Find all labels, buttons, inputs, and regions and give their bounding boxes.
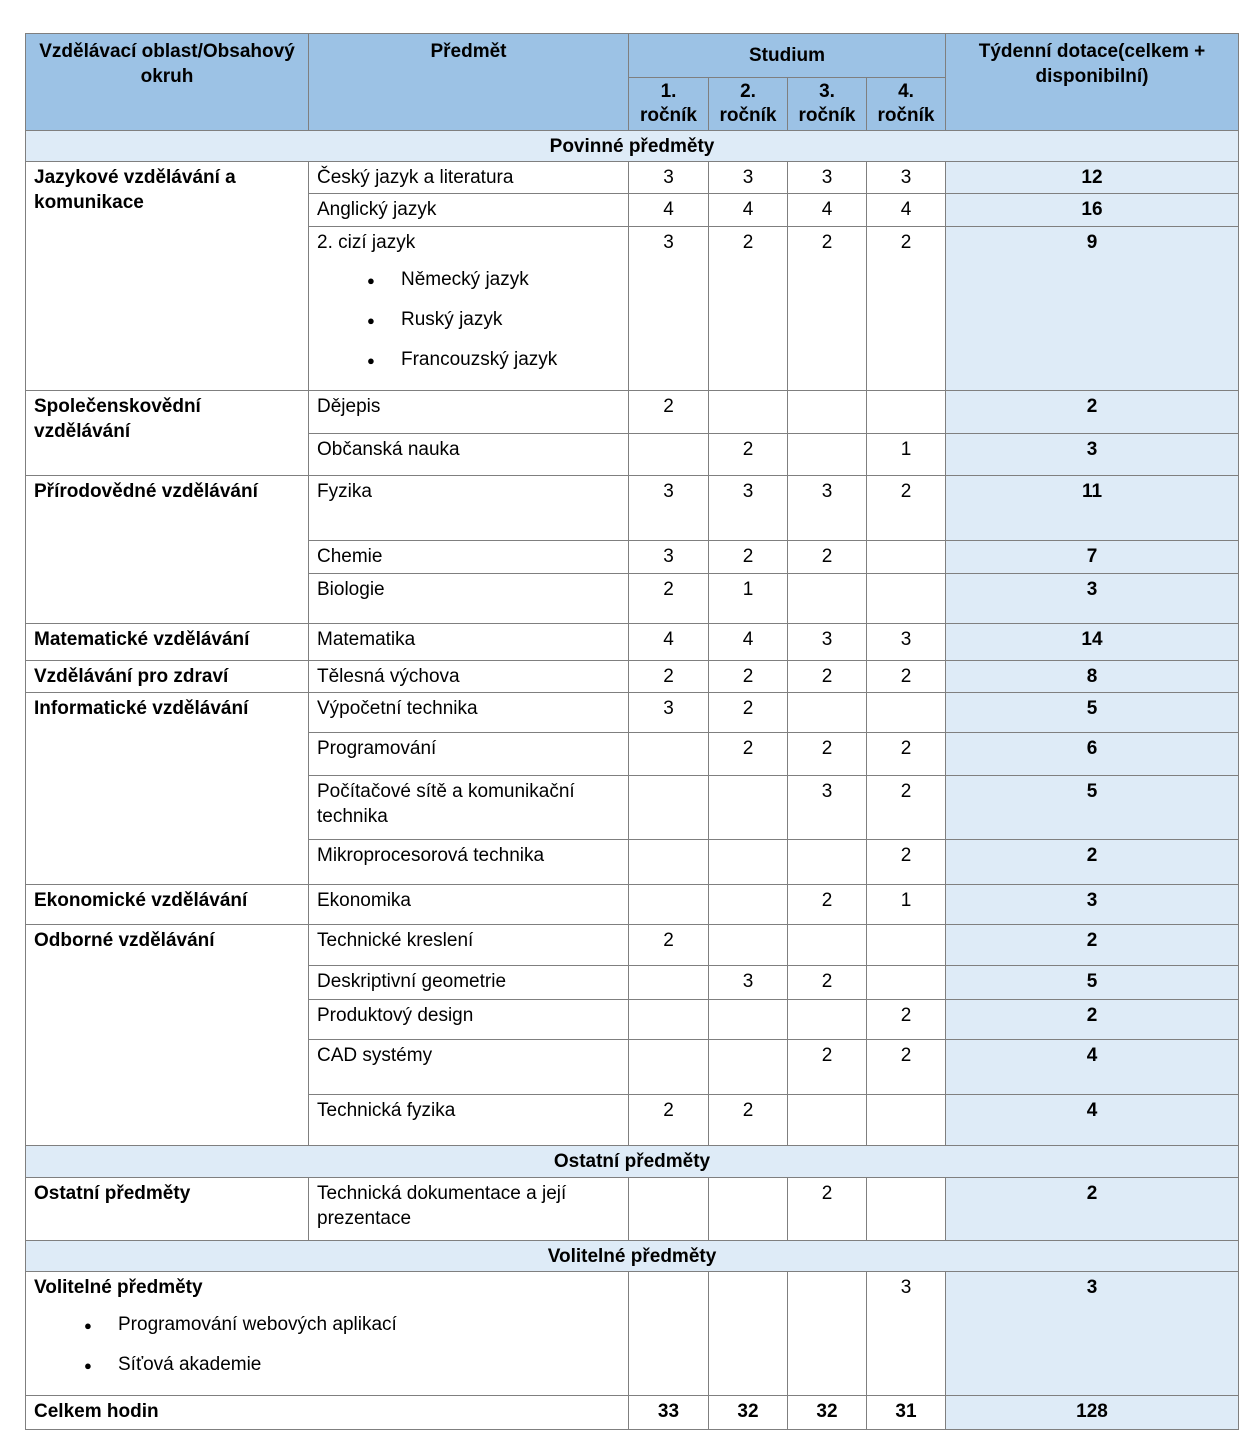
subject-cell: Občanská nauka [309,434,629,476]
year-cell [867,925,946,966]
year-cell: 2 [788,1040,867,1095]
year-cell: 2 [629,661,709,693]
total-cell: 16 [946,194,1239,227]
year-cell: 2 [709,434,788,476]
total-cell: 4 [946,1040,1239,1095]
column-header-year-3 [788,78,867,131]
year-cell: 2 [788,733,867,776]
subject-cell: Mikroprocesorová technika [309,840,629,885]
area-cell: Matematické vzdělávání [26,624,309,661]
subject-cell: Český jazyk a literatura [309,162,629,194]
table-row [26,476,1239,541]
year-cell [788,840,867,885]
year-cell: 4 [709,194,788,227]
year-number: 2. [740,81,756,102]
year-cell: 2 [867,776,946,840]
year-cell [629,840,709,885]
table-row [26,925,1239,966]
total-cell: 3 [946,434,1239,476]
year-cell: 3 [629,476,709,541]
year-cell: 4 [629,624,709,661]
area-cell: Informatické vzdělávání [26,693,309,885]
section-row-povinne [26,131,1239,162]
year-cell: 2 [867,1000,946,1040]
total-cell: 2 [946,925,1239,966]
year-cell: 3 [867,1272,946,1396]
year-label: ročník [798,105,856,126]
subject-cell: Počítačové sítě a komunikační technika [309,776,629,840]
subject-cell: Tělesná výchova [309,661,629,693]
list-item: ● Programování webových aplikací [34,1312,620,1337]
year-cell [709,840,788,885]
year-number: 4. [898,81,914,102]
total-cell: 14 [946,624,1239,661]
year-cell [629,966,709,1000]
year-cell [788,925,867,966]
year-cell [867,1095,946,1146]
year-cell: 2 [867,227,946,391]
subject-cell: Technická dokumentace a její prezentace [309,1178,629,1241]
year-cell: 2 [867,476,946,541]
list-item: ● Francouzský jazyk [317,347,620,372]
subject-cell: Matematika [309,624,629,661]
year-cell [629,776,709,840]
total-cell: 5 [946,776,1239,840]
total-cell: 3 [946,885,1239,925]
year-cell: 3 [788,776,867,840]
year-cell [788,1272,867,1396]
year-cell: 2 [788,1178,867,1241]
table-row [26,693,1239,733]
header-row-1 [26,34,1239,78]
year-cell: 4 [788,194,867,227]
year-total-cell: 31 [867,1396,946,1430]
column-header-year-2 [709,78,788,131]
column-header-subject: Předmět [309,34,629,131]
year-cell [709,1040,788,1095]
section-row-ostatni [26,1146,1239,1178]
year-cell: 2 [867,1040,946,1095]
subject-sublist [34,1312,620,1377]
year-total-cell: 33 [629,1396,709,1430]
area-cell: Ekonomické vzdělávání [26,885,309,925]
year-cell: 2 [709,227,788,391]
year-cell: 3 [788,476,867,541]
year-label: ročník [877,105,935,126]
year-cell: 2 [788,885,867,925]
list-item: ● Síťová akademie [34,1352,620,1377]
year-cell [629,885,709,925]
table-row [26,885,1239,925]
subject-cell [309,227,629,391]
total-cell: 12 [946,162,1239,194]
year-cell: 4 [709,624,788,661]
year-cell: 4 [867,194,946,227]
table-row [26,391,1239,434]
year-cell: 3 [629,162,709,194]
year-cell: 2 [788,966,867,1000]
year-label: ročník [719,105,777,126]
subject-cell: Produktový design [309,1000,629,1040]
year-total-cell: 32 [709,1396,788,1430]
section-row-volitelne [26,1241,1239,1272]
year-cell: 3 [629,541,709,574]
year-cell [867,541,946,574]
column-header-year-4 [867,78,946,131]
year-cell: 3 [629,693,709,733]
subject-cell: Ekonomika [309,885,629,925]
column-header-year-1 [629,78,709,131]
table-row [26,624,1239,661]
list-item: ● Ruský jazyk [317,307,620,332]
year-cell [788,1000,867,1040]
year-cell [867,574,946,624]
grand-total-row [26,1396,1239,1430]
total-cell: 2 [946,840,1239,885]
section-title: Volitelné předměty [26,1241,1239,1272]
area-cell: Ostatní předměty [26,1178,309,1241]
area-label: Volitelné předměty [34,1277,203,1298]
year-cell [788,391,867,434]
year-cell: 3 [867,624,946,661]
year-cell: 3 [867,162,946,194]
subject-cell: CAD systémy [309,1040,629,1095]
year-cell [788,434,867,476]
subject-cell: Anglický jazyk [309,194,629,227]
year-cell [709,391,788,434]
year-cell: 2 [629,574,709,624]
area-cell: Jazykové vzdělávání a komunikace [26,162,309,391]
year-cell [629,733,709,776]
grand-total-label: Celkem hodin [26,1396,629,1430]
subject-sublist [317,267,620,372]
year-cell: 2 [709,541,788,574]
year-cell: 2 [867,661,946,693]
year-cell: 2 [709,661,788,693]
year-cell [629,1000,709,1040]
total-cell: 7 [946,541,1239,574]
year-cell [867,966,946,1000]
total-cell: 4 [946,1095,1239,1146]
total-cell: 5 [946,966,1239,1000]
year-cell: 2 [629,391,709,434]
year-cell: 1 [867,434,946,476]
column-header-area: Vzdělávací oblast/Obsahový okruh [26,34,309,131]
year-cell [709,1178,788,1241]
year-cell [709,776,788,840]
table-row [26,1178,1239,1241]
year-cell: 2 [788,661,867,693]
year-cell: 3 [709,966,788,1000]
year-cell [709,1000,788,1040]
table-row [26,661,1239,693]
year-cell [788,574,867,624]
total-cell: 2 [946,391,1239,434]
column-header-studium: Studium [629,34,946,78]
total-cell: 6 [946,733,1239,776]
section-title: Povinné předměty [26,131,1239,162]
total-cell: 2 [946,1178,1239,1241]
subject-cell: Biologie [309,574,629,624]
curriculum-table-wrapper [25,33,1239,1430]
year-cell: 3 [709,162,788,194]
subject-cell: Dějepis [309,391,629,434]
year-cell [788,1095,867,1146]
subject-cell: Technická fyzika [309,1095,629,1146]
subject-cell: Deskriptivní geometrie [309,966,629,1000]
year-cell: 3 [788,624,867,661]
year-cell: 3 [629,227,709,391]
area-cell: Společenskovědní vzdělávání [26,391,309,476]
year-cell [788,693,867,733]
year-number: 1. [660,81,677,102]
year-cell: 4 [629,194,709,227]
section-title: Ostatní předměty [26,1146,1239,1178]
curriculum-table [25,33,1239,1430]
year-cell [629,1272,709,1396]
area-cell: Přírodovědné vzdělávání [26,476,309,624]
total-cell: 8 [946,661,1239,693]
total-cell: 9 [946,227,1239,391]
year-cell: 3 [788,162,867,194]
total-cell: 5 [946,693,1239,733]
total-cell: 2 [946,1000,1239,1040]
year-cell: 2 [629,925,709,966]
subject-cell: Programování [309,733,629,776]
list-item: ● Německý jazyk [317,267,620,292]
total-cell: 3 [946,574,1239,624]
year-cell [629,1178,709,1241]
year-cell: 2 [788,541,867,574]
subject-cell: Chemie [309,541,629,574]
area-cell: Odborné vzdělávání [26,925,309,1146]
year-cell: 2 [709,1095,788,1146]
year-cell [709,1272,788,1396]
total-cell: 11 [946,476,1239,541]
year-cell [867,391,946,434]
year-cell: 2 [867,840,946,885]
column-header-dotace: Týdenní dotace(celkem + disponibilní) [946,34,1239,131]
year-cell [709,885,788,925]
year-total-cell: 32 [788,1396,867,1430]
area-cell [26,1272,629,1396]
year-cell: 2 [788,227,867,391]
year-cell: 2 [867,733,946,776]
total-cell: 3 [946,1272,1239,1396]
year-cell: 2 [709,733,788,776]
year-cell [867,693,946,733]
year-cell [709,925,788,966]
year-number: 3. [819,81,835,102]
table-row [26,162,1239,194]
year-cell: 2 [709,693,788,733]
table-row [26,1272,1239,1396]
subject-cell: Výpočetní technika [309,693,629,733]
year-cell: 3 [709,476,788,541]
area-cell: Vzdělávání pro zdraví [26,661,309,693]
year-cell [867,1178,946,1241]
year-cell [629,434,709,476]
grand-total-cell: 128 [946,1396,1239,1430]
year-label: ročník [639,105,698,126]
year-cell: 2 [629,1095,709,1146]
subject-cell: Technické kreslení [309,925,629,966]
year-cell: 1 [867,885,946,925]
subject-label: 2. cizí jazyk [317,232,416,253]
year-cell [629,1040,709,1095]
subject-cell: Fyzika [309,476,629,541]
year-cell: 1 [709,574,788,624]
